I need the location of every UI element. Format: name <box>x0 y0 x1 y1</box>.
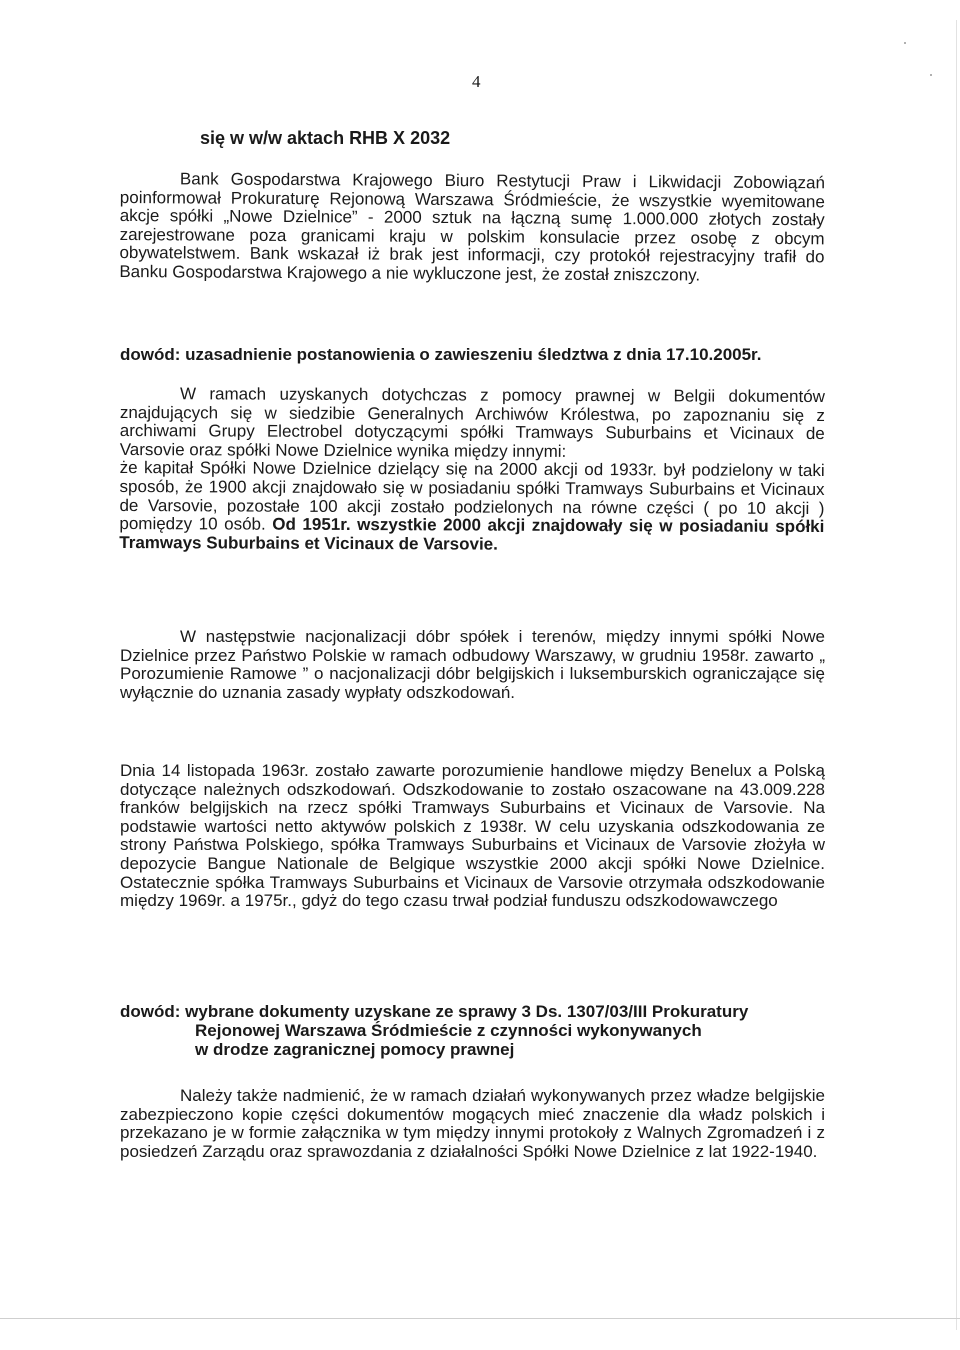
paragraph-documents-secured <box>120 1087 825 1161</box>
evidence-line: dowód: wybrane dokumenty uzyskane ze sprawy 3 Ds. 1307/03/III Prokuratury <box>120 1002 749 1021</box>
evidence-note-2 <box>120 1002 820 1059</box>
scan-edge <box>956 20 957 1330</box>
paragraph-text: Dnia 14 listopada 1963r. zostało zawarte porozumienie handlowe między Benelux a Polską dotyczące należnych odszkodowań. Odszkodowanie to zostało oszacowane na 43.009.228 franków belgijskich na rzecz spółki Tramways Suburbains et Vicinaux de Varsovie. Na podstawie wartości netto aktywów polskich z 1938r. W celu uzyskania odszkodowania ze strony Państwa Polskiego, spółka Tramways Suburbains et Vicinaux de Varsovie złożyła w depozycie Bangue Nationale de Belgique wszystkie 2000 akcji spółki Nowe Dzielnice. Ostatecznie spółka Tramways Suburbains et Vicinaux de Varsovie otrzymała odszkodowanie między 1969r. a 1975r., gdyż do tego czasu trwał podział funduszu odszkodowawczego <box>120 761 825 911</box>
paragraph-compensation <box>120 762 825 911</box>
scan-bottom-edge <box>0 1318 960 1319</box>
section-heading: się w w/w aktach RHB X 2032 <box>200 128 451 148</box>
paragraph-text: W następstwie nacjonalizacji dóbr spółek i terenów, między innymi spółki Nowe Dzielnice przez Państwo Polskie w ramach odbudowy Warszawy, w grudniu 1958r. zawarto „ Porozumienie Ramowe ” o nacjonalizacji dóbr belgijskich i luksemburskich ograniczające się wyłącznie do uznania zasady wypłaty odszkodowań. <box>120 627 825 702</box>
paragraph-capital-split <box>119 459 824 555</box>
paragraph-bgk-information <box>119 170 825 286</box>
paragraph-text: Należy także nadmienić, że w ramach działań wykonywanych przez władze belgijskie zabezpieczono kopie części dokumentów mogących mieć znaczenie dla władz polskich i przekazano je w formie załącznika w tym między innymi protokoły z Walnych Zgromadzeń i z posiedzeń Zarządu oraz sprawozdania z działalności Spółki Nowe Dzielnice z lat 1922-1940. <box>120 1086 825 1161</box>
scan-speck <box>930 74 932 76</box>
scan-speck <box>904 42 906 44</box>
evidence-line: Rejonowej Warszawa Śródmieście z czynności wykonywanych <box>195 1021 702 1040</box>
page-number: 4 <box>472 72 481 91</box>
paragraph-text: W ramach uzyskanych dotychczas z pomocy prawnej w Belgii dokumentów znajdujących się w siedzibie Generalnych Archiwów Królestwa, po zapoznaniu się z archiwami Grupy Electrobel dotyczącymi spółki Tramways Suburbains et Vicinaux de Varsovie oraz spółki Nowe Dzielnice wynika między innymi: <box>119 384 825 461</box>
paragraph-text: Bank Gospodarstwa Krajowego Biuro Restytucji Praw i Likwidacji Zobowiązań poinformował Prokuraturę Rejonową Warszawa Śródmieście, że wszystkie wyemitowane akcje spółki „Nowe Dzielnice” - 2000 sztuk na łączną sumę 1.000.000 złotych zostały zarejestrowane poza granicami kraju w polskim konsulacie przez osobę z obcym obywatelstwem. Bank wskazał iż brak jest informacji, czy protokół rejestracyjny trafił do Banku Gospodarstwa Krajowego a nie wykluczone jest, że został zniszczony. <box>119 169 825 285</box>
shares-ownership-emphasis: Od 1951r. wszystkie 2000 akcji znajdowały się w posiadaniu spółki Tramways Suburbains et Vicinaux de Varsovie. <box>119 514 825 554</box>
paragraph-nationalization <box>120 628 825 702</box>
evidence-note-1: dowód: uzasadnienie postanowienia o zawieszeniu śledztwa z dnia 17.10.2005r. <box>120 345 762 364</box>
paragraph-belgian-archives <box>119 385 825 555</box>
evidence-line: w drodze zagranicznej pomocy prawnej <box>195 1040 515 1059</box>
capital-split-text: że kapitał Spółki Nowe Dzielnice dzielący się na 2000 akcji od 1933r. był podzielony w taki sposób, że 1900 akcji znajdowało się w posiadaniu spółki Tramways Suburbains et Vicinaux de Varsovie, pozostałe 100 akcji zostało podzielonych na równe części ( po 10 akcji ) pomiędzy 10 osób. <box>119 458 825 534</box>
